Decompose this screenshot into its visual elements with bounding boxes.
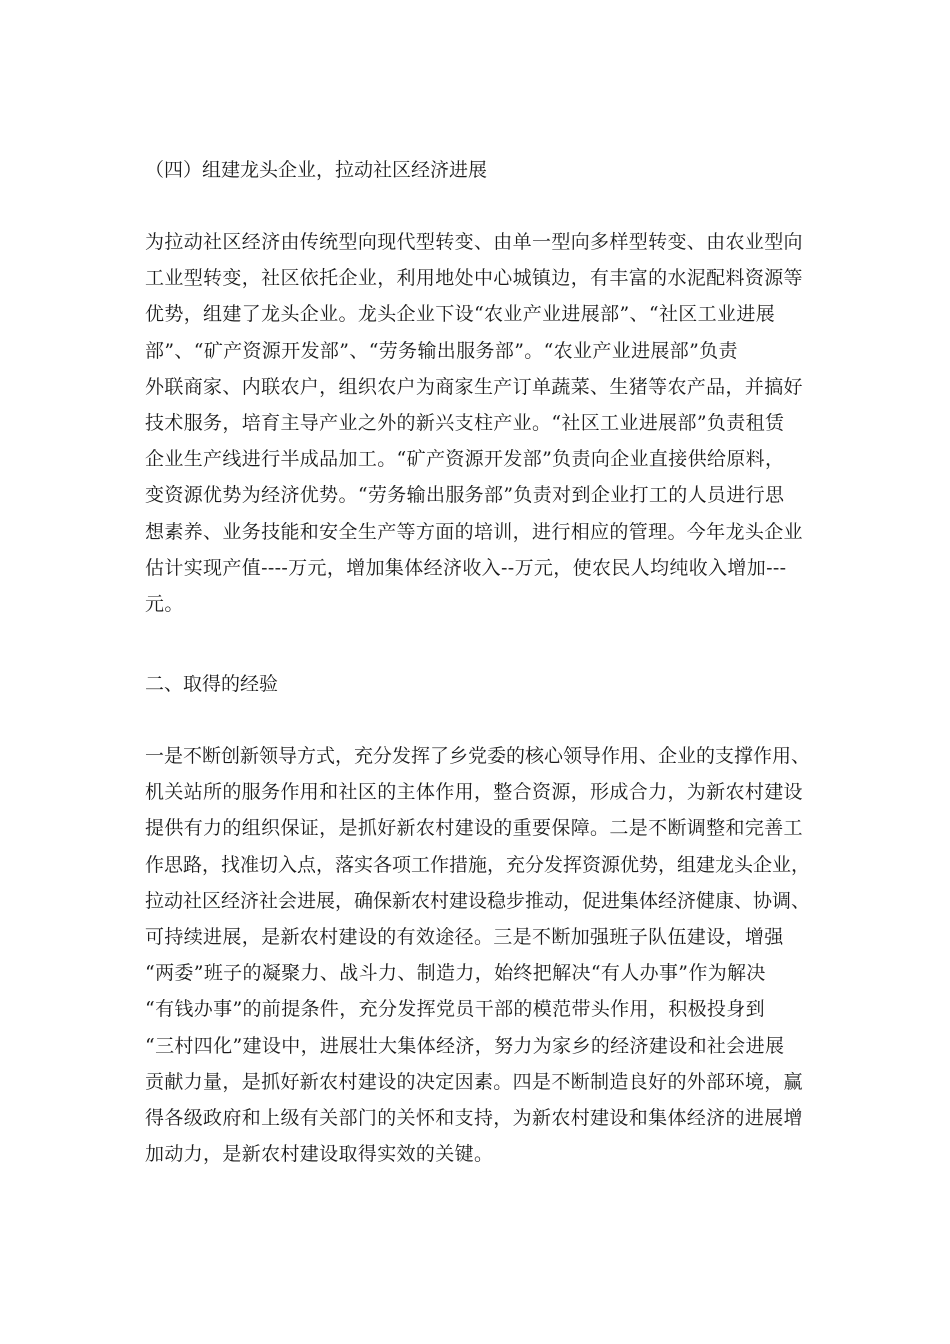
paragraph-line: 拉动社区经济社会进展，确保新农村建设稳步推动，促进集体经济健康、协调、 bbox=[145, 889, 811, 912]
paragraph-line: 部”、“矿产资源开发部”、“劳务输出服务部”。“农业产业进展部”负责 bbox=[145, 339, 738, 362]
paragraph-line: “有钱办事”的前提条件，充分发挥党员干部的模范带头作用，积极投身到 bbox=[145, 998, 765, 1021]
paragraph-line: 企业生产线进行半成品加工。“矿产资源开发部”负责向企业直接供给原料， bbox=[145, 448, 785, 471]
section-heading-four: （四）组建龙头企业，拉动社区经济进展 bbox=[145, 159, 488, 181]
paragraph-line: 作思路，找准切入点，落实各项工作措施，充分发挥资源优势，组建龙头企业， bbox=[145, 853, 811, 876]
section-heading-experience: 二、取得的经验 bbox=[145, 673, 279, 695]
paragraph-line: “两委”班子的凝聚力、战斗力、制造力，始终把解决“有人办事”作为解决 bbox=[145, 962, 766, 985]
paragraph-line: “三村四化”建设中，进展壮大集体经济，努力为家乡的经济建设和社会进展 bbox=[145, 1034, 785, 1057]
paragraph-line: 得各级政府和上级有关部门的关怀和支持，为新农村建设和集体经济的进展增 bbox=[145, 1106, 803, 1129]
paragraph-line: 想素养、业务技能和安全生产等方面的培训，进行相应的管理。今年龙头企业 bbox=[145, 520, 803, 543]
paragraph-line: 工业型转变，社区依托企业，利用地处中心城镇边，有丰富的水泥配料资源等 bbox=[145, 267, 803, 290]
paragraph-line: 优势，组建了龙头企业。龙头企业下设“农业产业进展部”、“社区工业进展 bbox=[145, 303, 776, 326]
paragraph-line: 一是不断创新领导方式，充分发挥了乡党委的核心领导作用、企业的支撑作用、 bbox=[145, 745, 811, 767]
paragraph-line: 加动力，是新农村建设取得实效的关键。 bbox=[145, 1143, 494, 1166]
paragraph-line: 估计实现产值----万元，增加集体经济收入--万元，使农民人均纯收入增加--- bbox=[145, 556, 787, 579]
paragraph-leading-enterprise bbox=[145, 224, 815, 622]
paragraph-line: 提供有力的组织保证，是抓好新农村建设的重要保障。二是不断调整和完善工 bbox=[145, 817, 803, 840]
paragraph-line: 元。 bbox=[145, 592, 184, 615]
paragraph-line: 外联商家、内联农户，组织农户为商家生产订单蔬菜、生猪等农产品，并搞好 bbox=[145, 375, 803, 398]
paragraph-line: 变资源优势为经济优势。“劳务输出服务部”负责对到企业打工的人员进行思 bbox=[145, 484, 785, 507]
paragraph-line: 技术服务，培育主导产业之外的新兴支柱产业。“社区工业进展部”负责租赁 bbox=[145, 411, 785, 434]
paragraph-line: 为拉动社区经济由传统型向现代型转变、由单一型向多样型转变、由农业型向 bbox=[145, 231, 803, 253]
paragraph-line: 贡献力量，是抓好新农村建设的决定因素。四是不断制造良好的外部环境，赢 bbox=[145, 1070, 803, 1093]
paragraph-experience bbox=[145, 738, 815, 1172]
paragraph-line: 可持续进展，是新农村建设的有效途径。三是不断加强班子队伍建设，增强 bbox=[145, 925, 784, 948]
paragraph-line: 机关站所的服务作用和社区的主体作用，整合资源，形成合力，为新农村建设 bbox=[145, 781, 803, 804]
